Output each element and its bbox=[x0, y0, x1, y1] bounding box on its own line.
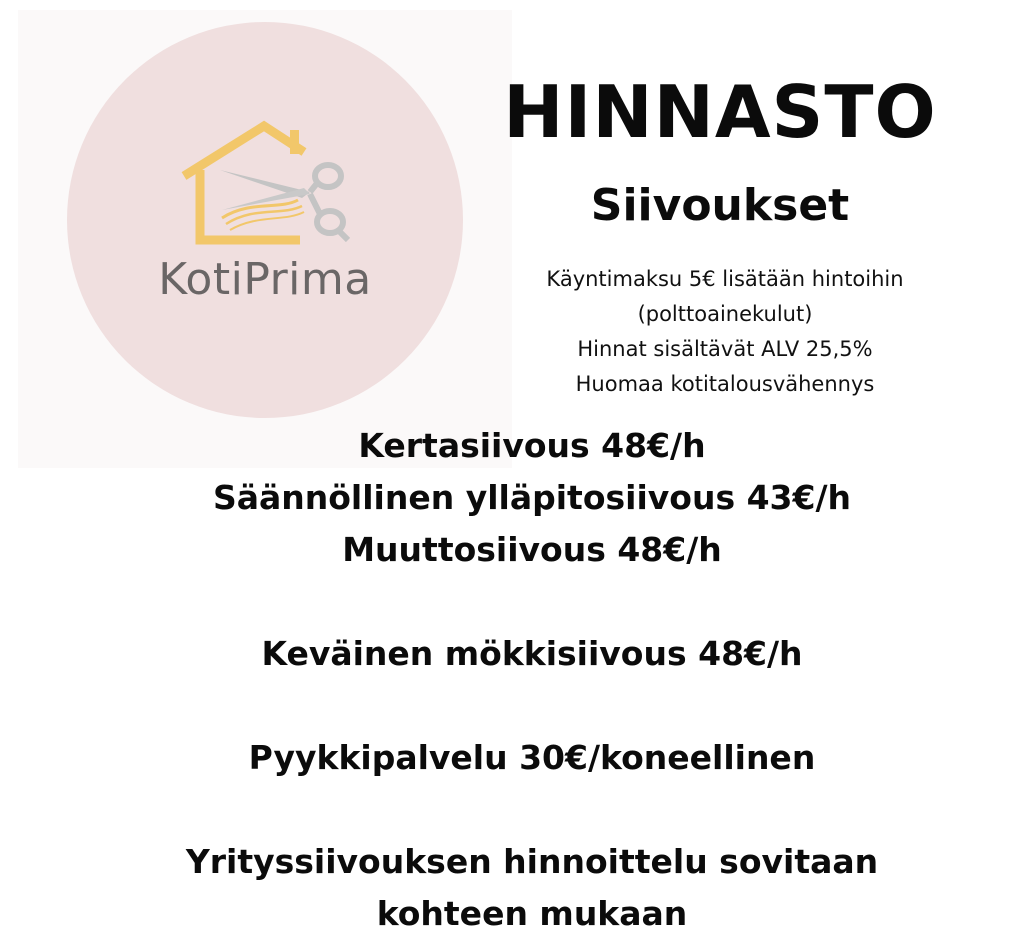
page-subtitle: Siivoukset bbox=[590, 180, 850, 231]
spacer bbox=[120, 680, 944, 732]
price-item-pyykkipalvelu: Pyykkipalvelu 30€/koneellinen bbox=[248, 738, 816, 777]
house-scissors-icon bbox=[170, 118, 360, 258]
logo-brand-text: KotiPrima bbox=[158, 254, 372, 305]
note-tax-deduction: Huomaa kotitalousvähennys bbox=[575, 372, 875, 396]
price-item-yrityssiivous-line2: kohteen mukaan bbox=[376, 894, 688, 933]
note-visit-fee: Käyntimaksu 5€ lisätään hintoihin bbox=[546, 267, 904, 291]
page-title: HINNASTO bbox=[503, 70, 937, 154]
note-vat: Hinnat sisältävät ALV 25,5% bbox=[577, 337, 873, 361]
spacer bbox=[120, 784, 944, 836]
price-item-yllapitosiivous: Säännöllinen ylläpitosiivous 43€/h bbox=[212, 478, 852, 517]
price-list bbox=[120, 420, 944, 940]
price-item-kertasiivous: Kertasiivous 48€/h bbox=[358, 426, 706, 465]
price-item-muuttosiivous: Muuttosiivous 48€/h bbox=[342, 530, 722, 569]
spacer bbox=[120, 576, 944, 628]
note-fuel-costs: (polttoainekulut) bbox=[637, 302, 813, 326]
price-item-yrityssiivous-line1: Yrityssiivouksen hinnoittelu sovitaan bbox=[185, 842, 879, 881]
price-item-mokkisiivous: Keväinen mökkisiivous 48€/h bbox=[261, 634, 803, 673]
pricing-notes bbox=[500, 262, 950, 402]
